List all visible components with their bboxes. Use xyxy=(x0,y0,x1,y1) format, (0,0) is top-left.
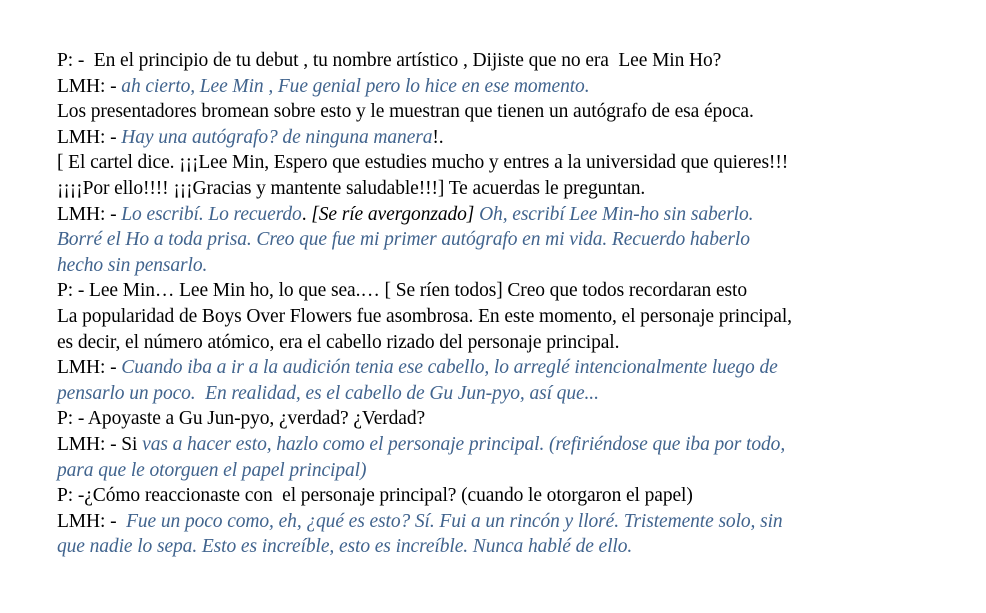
lmh-speech-segment: ah cierto, Lee Min , Fue genial pero lo hice en ese momento. xyxy=(121,75,590,97)
narration-text: . xyxy=(301,203,312,225)
transcript-line xyxy=(57,74,956,100)
transcript-line xyxy=(57,381,956,407)
speaker-label: P: - Lee Min… Lee Min ho, lo que sea.… [ Se ríen todos] Creo que todos recordaran esto xyxy=(57,280,747,302)
transcript-line xyxy=(57,150,956,176)
lmh-speech-segment: Borré el Ho a toda prisa. Creo que fue mi primer autógrafo en mi vida. Recuerdo haberlo xyxy=(57,229,750,251)
lmh-speech-segment: Lo escribí. Lo recuerdo xyxy=(121,203,302,225)
narration-text: !. xyxy=(432,126,444,148)
speaker-label: LMH: - xyxy=(57,126,122,148)
transcript-line xyxy=(57,176,956,202)
lmh-speech-segment: que nadie lo sepa. Esto es increíble, esto es increíble. Nunca hablé de ello. xyxy=(57,536,633,558)
narration-text: [ El cartel dice. ¡¡¡Lee Min, Espero que estudies mucho y entres a la universidad que quieres!!! xyxy=(57,152,789,174)
lmh-speech-segment: pensarlo un poco. En realidad, es el cabello de Gu Jun-pyo, así que... xyxy=(57,382,599,404)
speaker-label: P: - En el principio de tu debut , tu nombre artístico , Dijiste que no era Lee Min Ho? xyxy=(57,50,722,71)
transcript-line xyxy=(57,406,956,432)
lmh-speech-segment: Fue un poco como, eh, ¿qué es esto? Sí. Fui a un rincón y lloré. Tristemente solo, sin xyxy=(126,510,783,532)
transcript-line xyxy=(57,48,956,74)
speaker-label: LMH: - xyxy=(57,357,122,379)
transcript-line xyxy=(57,99,956,125)
speaker-label: LMH: - Si xyxy=(57,433,143,455)
transcript-line xyxy=(57,304,956,330)
transcript-line xyxy=(57,458,956,484)
speaker-label: P: -¿Cómo reaccionaste con el personaje principal? (cuando le otorgaron el papel) xyxy=(57,485,693,507)
speaker-label: LMH: - xyxy=(57,510,127,532)
narration-text: Los presentadores bromean sobre esto y le muestran que tienen un autógrafo de esa época. xyxy=(57,101,754,123)
transcript-line xyxy=(57,355,956,381)
transcript xyxy=(57,48,956,560)
transcript-line xyxy=(57,483,956,509)
speaker-label: P: - Apoyaste a Gu Jun-pyo, ¿verdad? ¿Verdad? xyxy=(57,408,426,430)
narration-text: La popularidad de Boys Over Flowers fue asombrosa. En este momento, el personaje principal, xyxy=(57,305,792,327)
lmh-speech-segment: vas a hacer esto, hazlo como el personaje principal. (refiriéndose que iba por todo, xyxy=(142,433,786,455)
transcript-line xyxy=(57,202,956,228)
transcript-line xyxy=(57,432,956,458)
narration-text: ¡¡¡¡Por ello!!!! ¡¡¡Gracias y mantente saludable!!!] Te acuerdas le preguntan. xyxy=(57,177,646,199)
speaker-label: LMH: - xyxy=(57,75,122,97)
speaker-label: LMH: - xyxy=(57,203,122,225)
transcript-line xyxy=(57,330,956,356)
lmh-speech-segment: Hay una autógrafo? de ninguna manera xyxy=(121,126,433,148)
transcript-line xyxy=(57,278,956,304)
narration-text: es decir, el número atómico, era el cabello rizado del personaje principal. xyxy=(57,331,620,353)
transcript-line xyxy=(57,227,956,253)
stage-direction: [Se ríe avergonzado] xyxy=(311,203,480,225)
transcript-line xyxy=(57,253,956,279)
transcript-line xyxy=(57,534,956,560)
lmh-speech-segment: hecho sin pensarlo. xyxy=(57,254,208,276)
lmh-speech-segment: para que le otorguen el papel principal) xyxy=(57,459,367,481)
transcript-line xyxy=(57,509,956,535)
lmh-speech-segment: Oh, escribí Lee Min-ho sin saberlo. xyxy=(479,203,754,225)
lmh-speech-segment: Cuando iba a ir a la audición tenia ese cabello, lo arreglé intencionalmente luego de xyxy=(121,357,778,379)
transcript-line xyxy=(57,125,956,151)
